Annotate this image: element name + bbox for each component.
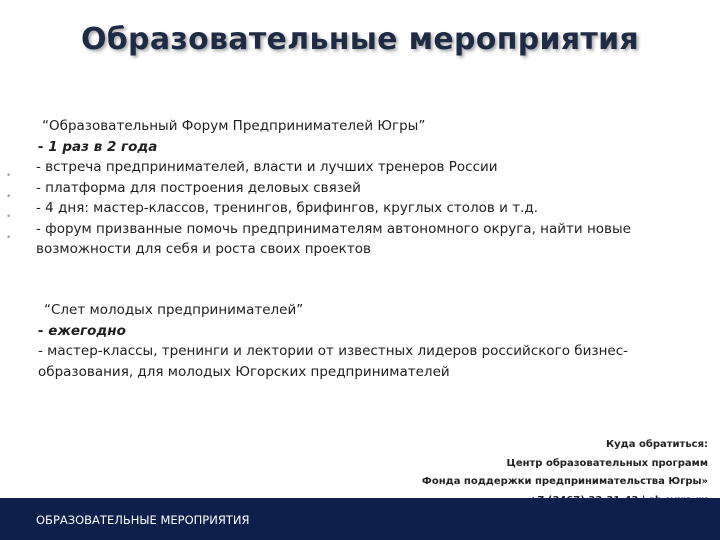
event-frequency: - 1 раз в 2 года (38, 138, 158, 155)
event-detail: - форум призванные помочь предпринимателям автономного округа, найти новые (36, 220, 631, 237)
bullet-dot: • (6, 232, 12, 243)
event-frequency: - ежегодно (38, 322, 126, 339)
event-detail: - 4 дня: мастер-классов, тренингов, брифингов, круглых столов и т.д. (36, 200, 539, 216)
event-title: “Слет молодых предпринимателей” (44, 302, 304, 318)
bullet-dot: • (6, 212, 12, 222)
contact-org-line: Фонда поддержки предпринимательства Югры» (421, 476, 708, 487)
event-block-forum (36, 116, 631, 260)
event-detail: - встреча предпринимателей, власти и лучших тренеров России (36, 159, 498, 175)
event-block-young-entrepreneurs (38, 300, 628, 382)
footer-label: ОБРАЗОВАТЕЛЬНЫЕ МЕРОПРИЯТИЯ (36, 513, 250, 527)
event-detail: возможности для себя и роста своих проектов (36, 241, 371, 257)
event-detail: - платформа для построения деловых связей (36, 179, 361, 196)
bullet-dot: • (6, 191, 12, 202)
contact-org-line: Центр образовательных программ (506, 457, 708, 469)
footer-bar (0, 498, 720, 540)
event-detail: - мастер-классы, тренинги и лектории от известных лидеров российского бизнес- (38, 343, 629, 359)
bullet-dot: • (6, 171, 12, 181)
event-title: “Образовательный Форум Предпринимателей Югры” (42, 118, 426, 134)
page-title: Образовательные мероприятия (81, 22, 639, 57)
bullet-markers (6, 166, 11, 248)
contact-heading: Куда обратиться: (605, 439, 708, 450)
event-detail: образования, для молодых Югорских предпринимателей (38, 363, 450, 380)
